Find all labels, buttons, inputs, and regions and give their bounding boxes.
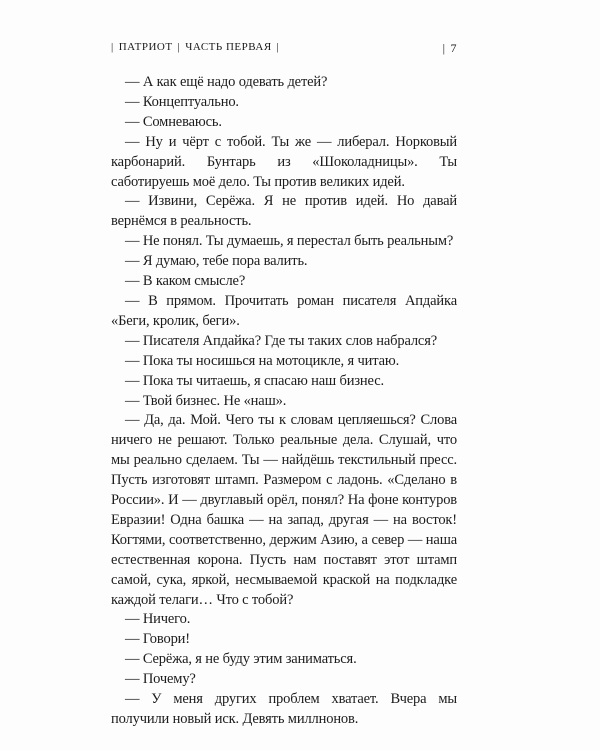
paragraph: — Почему? (125, 671, 196, 688)
paragraph: — Говори! (125, 631, 190, 648)
header-separator: | (276, 41, 280, 53)
body-text (111, 73, 457, 730)
paragraph: — Ничего. (125, 611, 191, 628)
paragraph: — Пока ты читаешь, я спасаю наш бизнес. (125, 372, 384, 389)
running-header-right (438, 41, 457, 56)
paragraph: — Извини, Серёжа. Я не против идей. Но давай вернёмся в реальность. (111, 193, 457, 230)
header-separator: | (111, 41, 114, 53)
page-number: 7 (450, 41, 457, 55)
paragraph: — Ну и чёрт с тобой. Ты же — либерал. Норковый карбонарий. Бунтарь из «Шоколадницы». Ты саботируешь моё дело. Ты против великих идей. (111, 133, 457, 190)
paragraph: — В каком смысле? (125, 273, 246, 290)
paragraph: — А как ещё надо одевать детей? (125, 74, 328, 90)
paragraph: — Сомневаюсь. (125, 113, 222, 130)
book-title: ПАТРИОТ (118, 41, 173, 53)
header-separator: | (442, 41, 446, 55)
paragraph: — У меня других проблем хватает. Вчера мы получили новый иск. Девять миллнонов. (111, 691, 457, 727)
paragraph: — Не понял. Ты думаешь, я перестал быть реальным? (125, 233, 454, 250)
paragraph: — Писателя Апдайка? Где ты таких слов набрался? (125, 332, 438, 349)
paragraph: — Концептуально. (125, 93, 239, 110)
paragraph: — В прямом. Прочитать роман писателя Апдайка «Беги, кролик, беги». (111, 292, 457, 329)
paragraph: — Твой бизнес. Не «наш». (125, 392, 287, 409)
header-separator: | (177, 41, 181, 53)
paragraph: — Да, да. Мой. Чего ты к словам цепляешься? Слова ничего не решают. Только реальные дела. Слушай, что мы реально сделаем. Ты — найдёшь текстильный пресс. Пусть изготовят штамп. Размером с ладонь. «Сделано в России». И — двуглавый орёл, понял? На фоне контуров Евразии! Одна башка — на запад, другая — на восток! Когтями, соответственно, держим Азию, а север — наша естественная корона. Пусть нам поставят этот штамп самой, сука, яркой, несмываемой краской на подкладке каждой телаги… Что с тобой? (111, 412, 457, 608)
paragraph: — Пока ты носишься на мотоцикле, я читаю. (125, 352, 400, 369)
part-title: ЧАСТЬ ПЕРВАЯ (185, 41, 272, 53)
paragraph: — Я думаю, тебе пора валить. (125, 253, 308, 270)
paragraph: — Серёжа, я не буду этим заниматься. (125, 651, 357, 668)
running-header-left (111, 41, 284, 53)
running-header (111, 41, 457, 57)
